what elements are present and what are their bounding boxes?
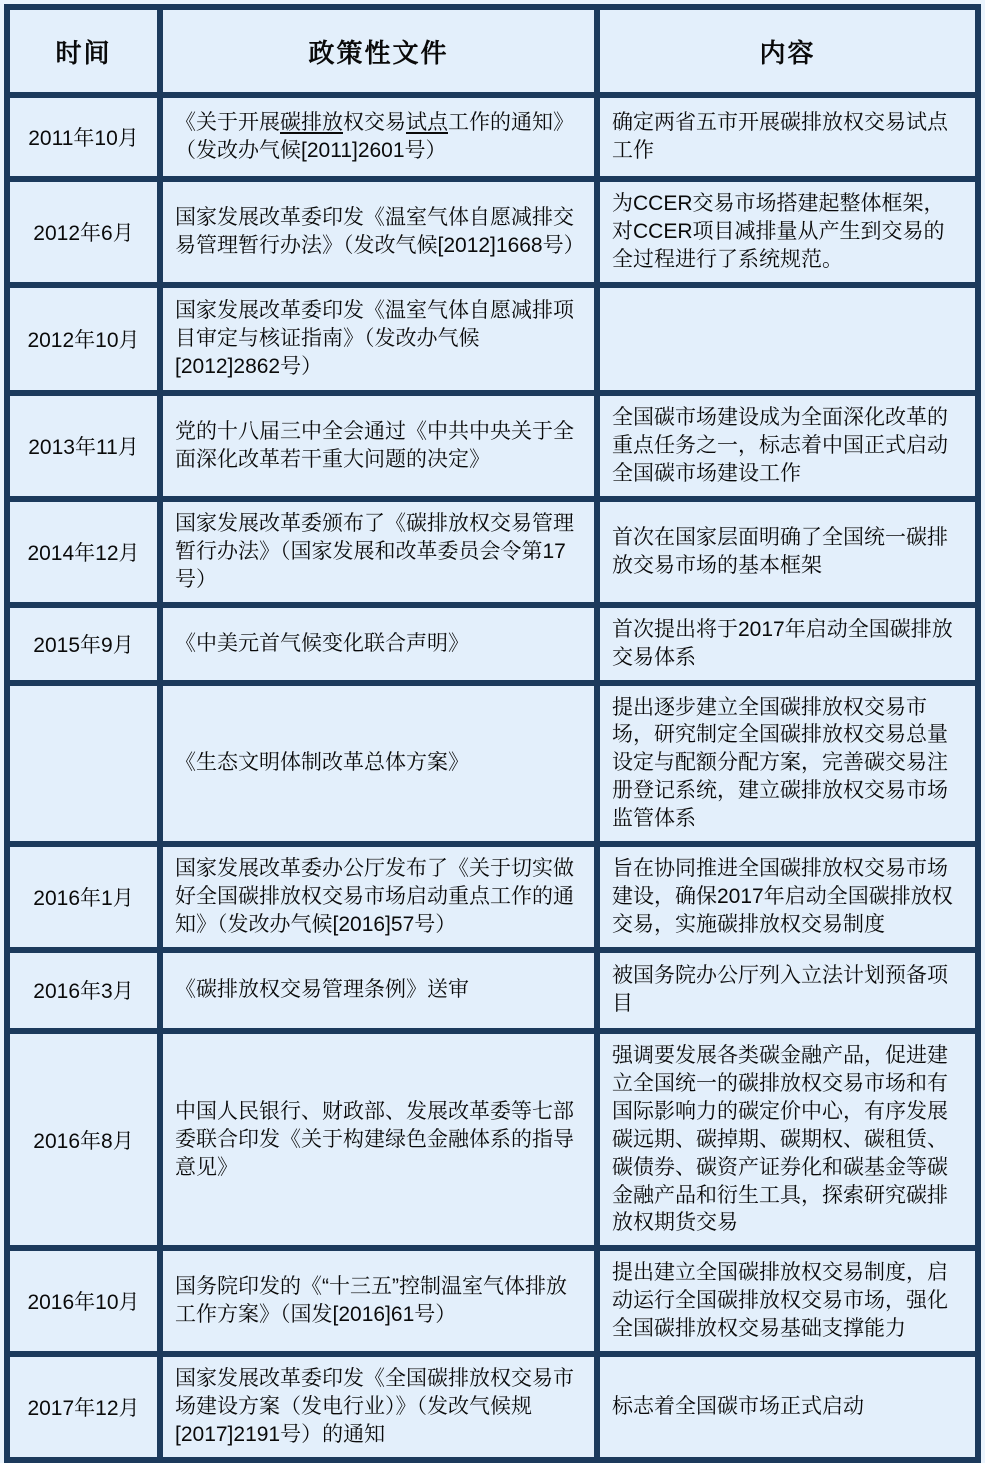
content-cell: 提出逐步建立全国碳排放权交易市场，研究制定全国碳排放权交易总量设定与配额分配方案，完善碳交易注册登记系统，建立碳排放权交易市场监管体系 bbox=[597, 683, 978, 845]
content-cell: 被国务院办公厅列入立法计划预备项目 bbox=[597, 950, 978, 1031]
content-cell bbox=[597, 285, 978, 393]
time-cell: 2015年9月 bbox=[7, 605, 160, 683]
table-row bbox=[7, 285, 978, 393]
time-cell: 2011年10月 bbox=[7, 95, 160, 179]
policy-underlined-term: 碳排放 bbox=[280, 111, 343, 135]
time-cell: 2016年10月 bbox=[7, 1248, 160, 1354]
policy-cell: 党的十八届三中全会通过《中共中央关于全面深化改革若干重大问题的决定》 bbox=[160, 393, 597, 499]
time-cell: 2012年10月 bbox=[7, 285, 160, 393]
policy-cell: 国家发展改革委办公厅发布了《关于切实做好全国碳排放权交易市场启动重点工作的通知》（发改办气候[2016]57号） bbox=[160, 844, 597, 950]
policy-cell: 国务院印发的《“十三五”控制温室气体排放工作方案》（国发[2016]61号） bbox=[160, 1248, 597, 1354]
policy-cell: 国家发展改革委印发《温室气体自愿减排交易管理暂行办法》（发改气候[2012]1668号） bbox=[160, 179, 597, 285]
table-row bbox=[7, 683, 978, 845]
content-cell: 强调要发展各类碳金融产品，促进建立全国统一的碳排放权交易市场和有国际影响力的碳定价中心，有序发展碳远期、碳掉期、碳期权、碳租赁、碳债券、碳资产证券化和碳基金等碳金融产品和衍生工具，探索研究碳排放权期货交易 bbox=[597, 1031, 978, 1248]
policy-text-segment: 权交易 bbox=[343, 111, 406, 135]
policy-cell: 中国人民银行、财政部、发展改革委等七部委联合印发《关于构建绿色金融体系的指导意见》 bbox=[160, 1031, 597, 1248]
table-row bbox=[7, 393, 978, 499]
policy-cell: 《中美元首气候变化联合声明》 bbox=[160, 605, 597, 683]
table-row bbox=[7, 1354, 978, 1460]
carbon-policy-table bbox=[4, 4, 981, 1463]
time-cell: 2013年11月 bbox=[7, 393, 160, 499]
policy-text-segment: 工作的通知》（发改办气候[2011]2601号） bbox=[175, 111, 574, 162]
time-cell: 2017年12月 bbox=[7, 1354, 160, 1460]
policy-cell: 《生态文明体制改革总体方案》 bbox=[160, 683, 597, 845]
table-row bbox=[7, 950, 978, 1031]
policy-underlined-term: 试点 bbox=[406, 111, 448, 135]
content-cell: 标志着全国碳市场正式启动 bbox=[597, 1354, 978, 1460]
content-cell: 首次在国家层面明确了全国统一碳排放交易市场的基本框架 bbox=[597, 499, 978, 605]
table-row bbox=[7, 1248, 978, 1354]
column-header-policy: 政策性文件 bbox=[160, 7, 597, 95]
header-row bbox=[7, 7, 978, 95]
policy-cell: 国家发展改革委印发《温室气体自愿减排项目审定与核证指南》（发改办气候[2012]2862号） bbox=[160, 285, 597, 393]
table-row bbox=[7, 95, 978, 179]
column-header-time: 时间 bbox=[7, 7, 160, 95]
table-row bbox=[7, 844, 978, 950]
policy-cell: 国家发展改革委印发《全国碳排放权交易市场建设方案（发电行业）》（发改气候规[2017]2191号）的通知 bbox=[160, 1354, 597, 1460]
policy-cell: 《碳排放权交易管理条例》送审 bbox=[160, 950, 597, 1031]
table-row bbox=[7, 499, 978, 605]
table-row bbox=[7, 1031, 978, 1248]
content-cell: 提出建立全国碳排放权交易制度，启动运行全国碳排放权交易市场，强化全国碳排放权交易基础支撑能力 bbox=[597, 1248, 978, 1354]
content-cell: 首次提出将于2017年启动全国碳排放交易体系 bbox=[597, 605, 978, 683]
column-header-content: 内容 bbox=[597, 7, 978, 95]
table-row bbox=[7, 179, 978, 285]
time-cell bbox=[7, 683, 160, 845]
content-cell: 为CCER交易市场搭建起整体框架，对CCER项目减排量从产生到交易的全过程进行了系统规范。 bbox=[597, 179, 978, 285]
time-cell: 2016年3月 bbox=[7, 950, 160, 1031]
policy-text-segment: 《关于开展 bbox=[175, 111, 280, 135]
time-cell: 2016年8月 bbox=[7, 1031, 160, 1248]
policy-cell bbox=[160, 95, 597, 179]
content-cell: 确定两省五市开展碳排放权交易试点工作 bbox=[597, 95, 978, 179]
policy-cell: 国家发展改革委颁布了《碳排放权交易管理暂行办法》（国家发展和改革委员会令第17号） bbox=[160, 499, 597, 605]
time-cell: 2016年1月 bbox=[7, 844, 160, 950]
content-cell: 全国碳市场建设成为全面深化改革的重点任务之一，标志着中国正式启动全国碳市场建设工作 bbox=[597, 393, 978, 499]
table-row bbox=[7, 605, 978, 683]
content-cell: 旨在协同推进全国碳排放权交易市场建设，确保2017年启动全国碳排放权交易，实施碳排放权交易制度 bbox=[597, 844, 978, 950]
time-cell: 2014年12月 bbox=[7, 499, 160, 605]
time-cell: 2012年6月 bbox=[7, 179, 160, 285]
